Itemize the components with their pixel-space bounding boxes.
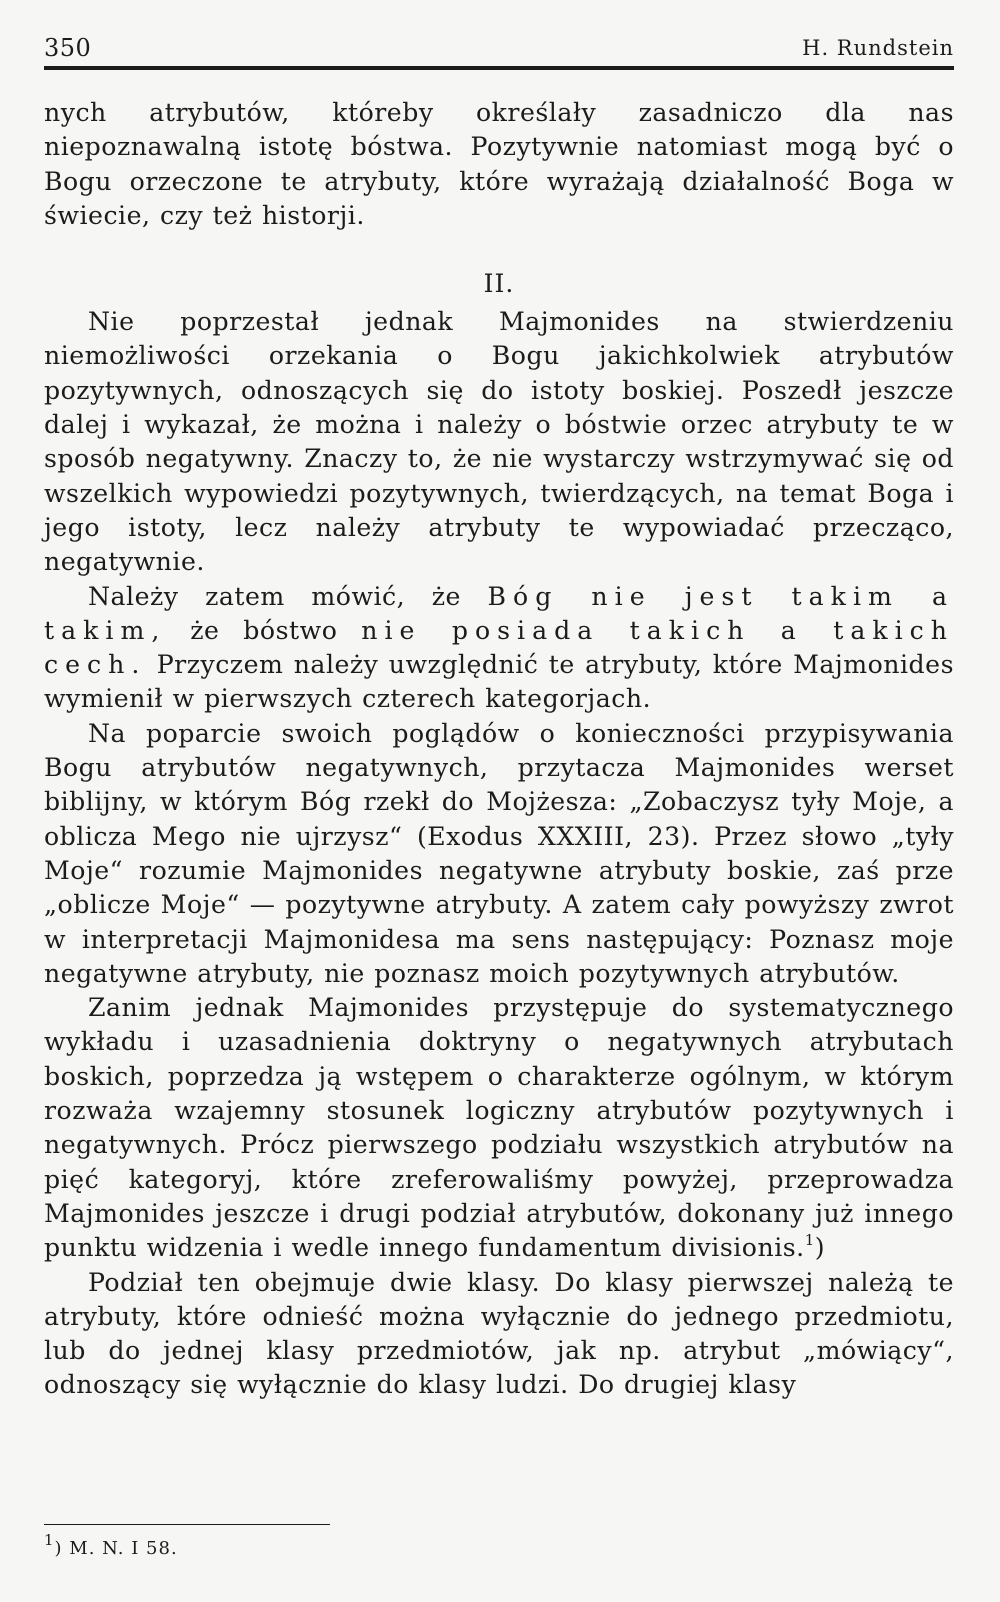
paragraph-2-end: Przyczem należy uwzględnić te atrybuty, które Majmonides wymienił w pierwszych czterech kategorjach. bbox=[44, 650, 954, 714]
footnote-rule bbox=[44, 1524, 330, 1525]
page-header bbox=[44, 34, 954, 68]
paragraph-1: Nie poprzestał jednak Majmonides na stwierdzeniu niemożliwości orzekania o Bogu jakichkolwiek atrybutów pozytywnych, odnoszących się do istoty boskiej. Poszedł jeszcze dalej i wykazał, że można i należy o bóstwie orzec atrybuty te w sposób negatywny. Znaczy to, że nie wystarczy wstrzymywać się od wszelkich wypowiedzi pozytywnych, twierdzących, na temat Boga i jego istoty, lecz należy atrybuty te wypowiadać przecząco, negatywnie. bbox=[44, 307, 954, 577]
page-number: 350 bbox=[44, 34, 92, 62]
footnote-text: M. N. I 58. bbox=[62, 1538, 178, 1559]
running-head: H. Rundstein bbox=[802, 36, 954, 60]
footnote-marker-suffix: ) bbox=[54, 1538, 63, 1559]
footnote-marker: 1 bbox=[44, 1531, 55, 1549]
paragraph-2-mid: że bóstwo bbox=[166, 615, 362, 645]
footnote bbox=[44, 1531, 178, 1559]
emphasis-spaced-1: Bóg nie jest takim a takim, bbox=[44, 581, 954, 645]
header-rule bbox=[44, 66, 954, 70]
paragraph-4-end: ) bbox=[814, 1233, 826, 1263]
emphasis-spaced-2: nie posiada takich a takich cech. bbox=[44, 615, 954, 680]
paragraph-2 bbox=[44, 580, 954, 717]
paragraph-4 bbox=[44, 991, 954, 1265]
paragraph-intro: nych atrybutów, któreby określały zasadniczo dla nas niepoznawalną istotę bóstwa. Pozytywnie natomiast mogą być o Bogu orzeczone te atrybuty, które wyrażają działalność Boga w świecie, czy też historji. bbox=[44, 98, 954, 230]
paragraph-4-text: Zanim jednak Majmonides przystępuje do systematycznego wykładu i uzasadnienia doktryny o negatywnych atrybutach boskich, poprzedza ją wstępem o charakterze ogólnym, w którym rozważa wzajemny stosunek logiczny atrybutów pozytywnych i negatywnych. Prócz pierwszego podziału wszystkich atrybutów na pięć kategoryj, które zreferowaliśmy powyżej, przeprowadza Majmonides jeszcze i drugi podział atrybutów, dokonany już innego punktu widzenia i wedle innego fundamentum divisionis. bbox=[44, 993, 954, 1263]
paragraph-5: Podział ten obejmuje dwie klasy. Do klasy pierwszej należą te atrybuty, które odnieść można wyłącznie do jednego przedmiotu, lub do jednej klasy przedmiotów, jak np. atrybut „mówiący“, odnoszący się wyłącznie do klasy ludzi. Do drugiej klasy bbox=[44, 1267, 954, 1400]
section-heading: II. bbox=[483, 269, 515, 299]
body-text bbox=[44, 96, 954, 1403]
footnote-reference[interactable]: 1 bbox=[804, 1230, 815, 1249]
paragraph-3: Na poparcie swoich poglądów o konieczności przypisywania Bogu atrybutów negatywnych, przytacza Majmonides werset biblijny, w którym Bóg rzekł do Mojżesza: „Zobaczysz tyły Moje, a oblicza Mego nie ujrzysz“ (Exodus XXXIII, 23). Przez słowo „tyły Moje“ rozumie Majmonides negatywne atrybuty boskie, zaś prze „oblicze Moje“ — pozytywne atrybuty. A zatem cały powyższy zwrot w interpretacji Majmonidesa ma sens następujący: Poznasz moje negatywne atrybuty, nie poznasz moich pozytywnych atrybutów. bbox=[44, 718, 954, 988]
paragraph-2-start: Należy zatem mówić, że bbox=[88, 581, 488, 611]
